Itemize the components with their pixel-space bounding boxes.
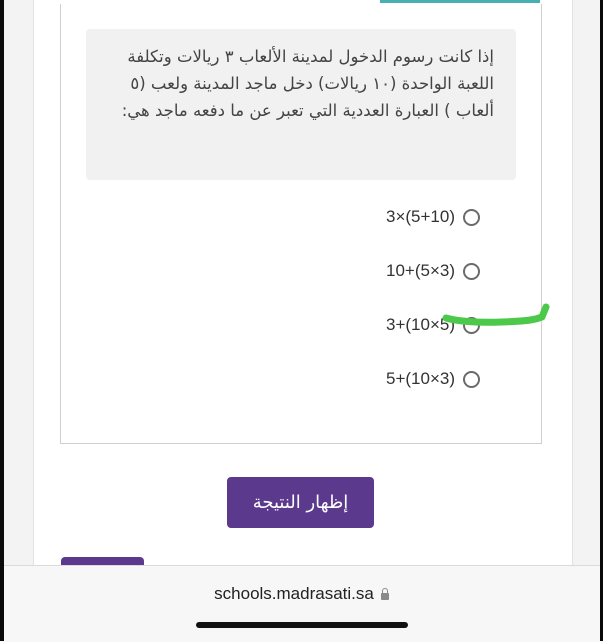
- option-2[interactable]: [330, 256, 480, 286]
- question-text: إذا كانت رسوم الدخول لمدينة الألعاب ٣ ريالات وتكلفة اللعبة الواحدة (١٠ ريالات) دخل ماجد المدينة ولعب (٥ ألعاب ) العبارة العددية التي تعبر عن ما دفعه ماجد هي:: [121, 47, 494, 120]
- accent-line: [380, 0, 540, 3]
- show-result-button[interactable]: إظهار النتيجة: [227, 477, 374, 528]
- device-frame-left: [0, 0, 4, 641]
- lock-icon: [381, 593, 389, 600]
- radio-button[interactable]: [463, 209, 480, 226]
- question-box: [86, 29, 516, 180]
- option-4[interactable]: [330, 364, 480, 394]
- radio-button[interactable]: [463, 263, 480, 280]
- option-label: 3+(10×5): [386, 315, 455, 334]
- option-label: 5+(10×3): [386, 369, 455, 388]
- option-3[interactable]: [330, 310, 480, 340]
- home-indicator: [196, 622, 408, 628]
- url-display[interactable]: [0, 584, 603, 604]
- radio-button[interactable]: [463, 317, 480, 334]
- option-1[interactable]: [330, 202, 480, 232]
- option-label: 10+(5×3): [386, 261, 455, 280]
- option-label: 3×(5+10): [386, 207, 455, 226]
- radio-button[interactable]: [463, 371, 480, 388]
- browser-url-bar[interactable]: [0, 565, 603, 642]
- url-text: schools.madrasati.sa: [214, 584, 374, 603]
